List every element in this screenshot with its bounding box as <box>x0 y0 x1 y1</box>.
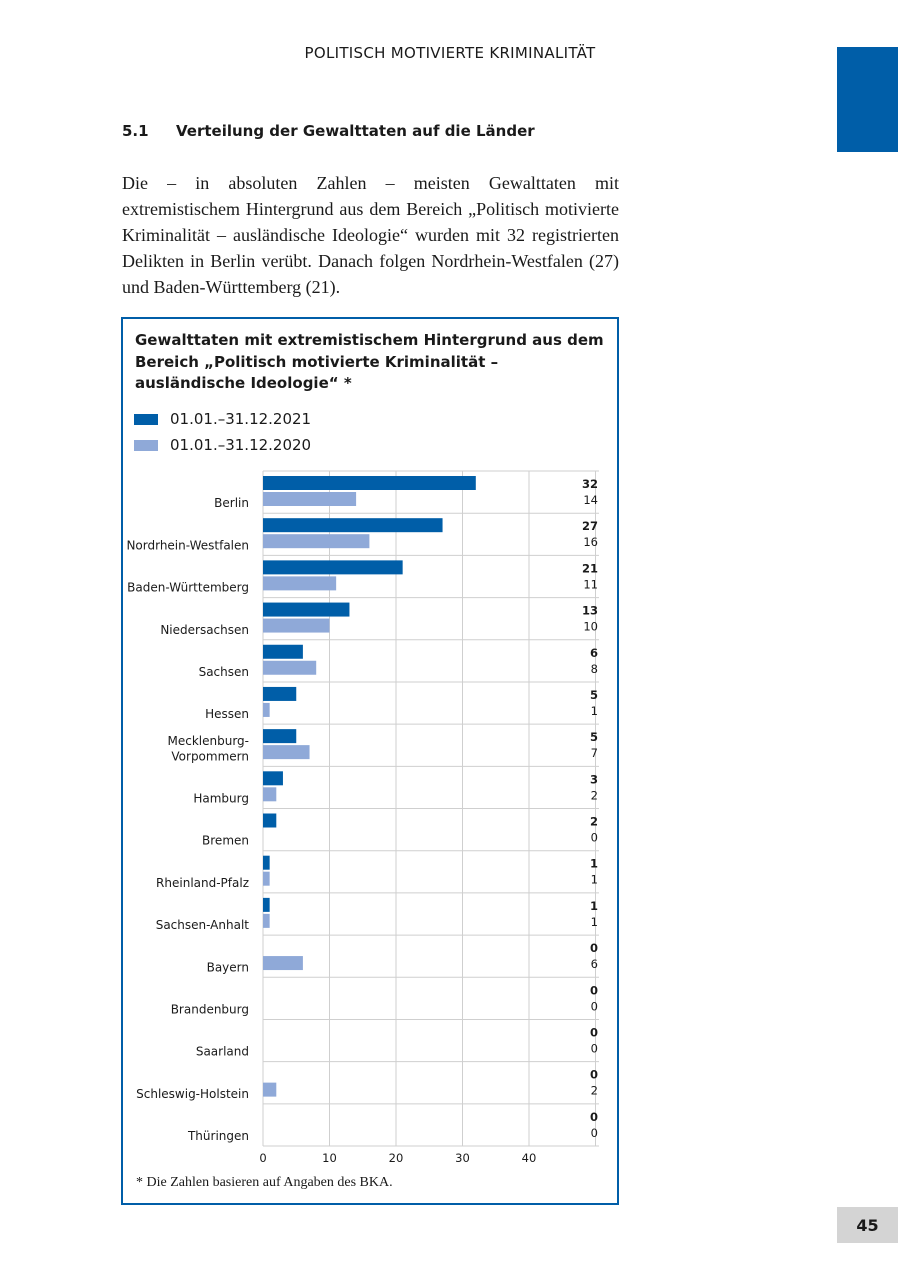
category-label: Bremen <box>202 833 249 848</box>
bar-2020 <box>263 956 303 970</box>
x-tick-label: 10 <box>322 1151 337 1165</box>
bar-2020 <box>263 872 270 886</box>
bar-2021 <box>263 476 476 490</box>
value-label-2020: 2 <box>590 1083 598 1098</box>
chart-title-line: Gewalttaten mit extremistischem Hintergrund aus dem <box>135 331 604 349</box>
x-tick-label: 40 <box>521 1151 537 1165</box>
bar-2021 <box>263 560 403 574</box>
x-tick-label: 0 <box>259 1151 267 1165</box>
bar-2021 <box>263 645 303 659</box>
value-label-2020: 14 <box>583 493 598 507</box>
body-paragraph: Die – in absoluten Zahlen – meisten Gewalttaten mit extremistischem Hintergrund aus dem Bereich „Politisch motivierte Kriminalität – ausländische Ideologie“ wurden mit 32 registrierten Delikten in Berlin verübt. Danach folgen Nordrhein-Westfalen (27) und Baden-Württemberg (21). <box>122 173 619 297</box>
bar-2020 <box>263 619 330 633</box>
legend-label-2021: 01.01.–31.12.2021 <box>170 410 312 428</box>
value-label-2021: 27 <box>581 519 598 534</box>
value-label-2021: 0 <box>589 1067 598 1082</box>
value-label-2020: 7 <box>590 746 598 761</box>
bar-2021 <box>263 898 270 912</box>
value-label-2021: 2 <box>589 814 598 829</box>
value-label-2020: 8 <box>590 661 598 676</box>
value-label-2020: 0 <box>590 830 598 845</box>
category-label: Mecklenburg- <box>167 733 249 748</box>
legend-label-2020: 01.01.–31.12.2020 <box>170 436 312 454</box>
bar-2021 <box>263 518 443 532</box>
footnote: * Die Zahlen basieren auf Angaben des BKA. <box>136 1175 393 1190</box>
bar-2020 <box>263 703 270 717</box>
bar-2021 <box>263 771 283 785</box>
bar-2020 <box>263 1083 276 1097</box>
running-head: POLITISCH MOTIVIERTE KRIMINALITÄT <box>304 44 596 62</box>
category-label: Berlin <box>214 496 249 511</box>
bar-2021 <box>263 814 276 828</box>
value-label-2021: 0 <box>589 983 598 998</box>
bar-2021 <box>263 729 296 743</box>
bar-2021 <box>263 687 296 701</box>
value-label-2020: 6 <box>590 957 598 972</box>
bar-2020 <box>263 787 276 801</box>
value-label-2021: 0 <box>589 1109 598 1124</box>
category-label: Sachsen-Anhalt <box>155 918 249 933</box>
bar-2020 <box>263 661 316 675</box>
category-label: Vorpommern <box>171 749 249 764</box>
value-label-2020: 0 <box>590 1125 598 1140</box>
value-label-2020: 2 <box>590 788 598 803</box>
category-label: Bayern <box>206 960 249 975</box>
page-number: 45 <box>837 1207 898 1243</box>
chart-title-line: Bereich „Politisch motivierte Kriminalität – <box>135 352 499 371</box>
value-label-2021: 5 <box>589 687 598 702</box>
value-label-2021: 0 <box>589 941 598 956</box>
value-label-2020: 1 <box>590 703 598 718</box>
category-label: Rheinland-Pfalz <box>156 875 249 890</box>
category-label: Sachsen <box>198 664 249 679</box>
value-label-2021: 0 <box>589 1025 598 1040</box>
category-label: Baden-Württemberg <box>127 580 249 595</box>
bar-2020 <box>263 576 336 590</box>
bar-2020 <box>263 745 310 759</box>
value-label-2021: 1 <box>589 898 598 913</box>
value-label-2021: 32 <box>581 477 598 491</box>
x-tick-label: 30 <box>455 1151 470 1165</box>
bar-2020 <box>263 492 356 506</box>
category-label: Schleswig-Holstein <box>136 1086 249 1101</box>
bar-2021 <box>263 856 270 870</box>
value-label-2020: 0 <box>590 999 598 1014</box>
value-label-2021: 13 <box>581 603 598 618</box>
x-tick-label: 20 <box>388 1151 404 1165</box>
category-label: Niedersachsen <box>160 622 249 637</box>
value-label-2020: 1 <box>590 872 598 887</box>
value-label-2020: 0 <box>590 1041 598 1056</box>
value-label-2021: 21 <box>581 561 598 576</box>
value-label-2020: 1 <box>590 914 598 929</box>
value-label-2020: 16 <box>583 535 598 550</box>
bar-2020 <box>263 914 270 928</box>
category-label: Hamburg <box>193 791 249 806</box>
category-label: Thüringen <box>187 1129 249 1143</box>
category-label: Brandenburg <box>170 1002 249 1017</box>
value-label-2021: 6 <box>589 645 598 660</box>
category-label: Nordrhein-Westfalen <box>126 538 249 553</box>
category-label: Saarland <box>195 1044 249 1059</box>
value-label-2021: 3 <box>589 772 598 787</box>
value-label-2021: 5 <box>589 730 598 745</box>
bar-2021 <box>263 603 349 617</box>
category-label: Hessen <box>205 707 249 722</box>
value-label-2020: 11 <box>583 577 598 592</box>
value-label-2020: 10 <box>583 619 598 634</box>
section-title: Verteilung der Gewalttaten auf die Länder <box>176 122 535 140</box>
bar-2020 <box>263 534 369 548</box>
chart-title-line: ausländische Ideologie“ * <box>135 374 352 392</box>
section-number: 5.1 <box>122 122 149 140</box>
value-label-2021: 1 <box>589 856 598 871</box>
